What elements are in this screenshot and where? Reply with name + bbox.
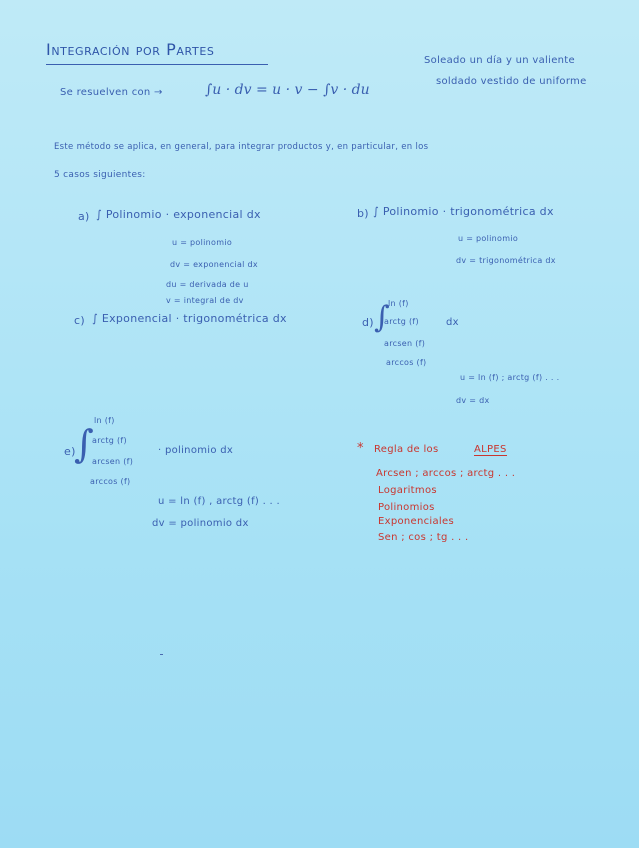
motto-line-2: soldado vestido de uniforme (436, 76, 587, 87)
case-e-func-3: arcsen (f) (92, 457, 134, 466)
parts-formula: ∫u · dv = u · v − ∫v · du (205, 82, 370, 98)
case-e-u: u = ln (f) , arctg (f) . . . (158, 496, 280, 507)
case-d-func-2: arctg (f) (384, 317, 419, 326)
case-a-dv: dv = exponencial dx (170, 260, 258, 269)
case-d-func-1: ln (f) (388, 299, 409, 308)
case-c-label: c) (74, 314, 85, 327)
formula-lead: Se resuelven con → (60, 87, 163, 98)
rule-heading-prefix: Regla de los (374, 444, 439, 455)
case-a-v: v = integral de dv (166, 296, 244, 305)
case-e-func-1: ln (f) (94, 416, 115, 425)
case-e-func-4: arccos (f) (90, 477, 131, 486)
motto-line-1: Soleado un día y un valiente (424, 55, 575, 66)
rule-item-logaritmos: Logaritmos (378, 485, 437, 496)
intro-line-1: Este método se aplica, en general, para integrar productos y, en particular, en los (54, 142, 429, 152)
rule-item-exponenciales: Exponenciales (378, 516, 454, 527)
case-d-dv: dv = dx (456, 396, 490, 405)
case-b-label: b) (357, 207, 369, 220)
case-e-multiplier: · polinomio dx (158, 445, 234, 456)
rule-item-arcsen: Arcsen ; arccos ; arctg . . . (376, 468, 516, 479)
case-e-dv: dv = polinomio dx (152, 518, 249, 529)
case-d-func-3: arcsen (f) (384, 339, 426, 348)
rule-item-trig: Sen ; cos ; tg . . . (378, 532, 469, 543)
star-icon: * (357, 441, 364, 456)
case-e-label: e) (64, 445, 76, 458)
case-a-u: u = polinomio (172, 238, 233, 247)
case-d-dx: dx (446, 317, 459, 328)
case-a-integral: ∫ Polinomio · exponencial dx (96, 208, 261, 221)
case-d-label: d) (362, 316, 374, 329)
integral-sign-d: ∫ (374, 300, 390, 335)
pen-mark (160, 654, 163, 655)
title-underline (46, 64, 268, 66)
case-b-u: u = polinomio (458, 234, 519, 243)
case-b-integral: ∫ Polinomio · trigonométrica dx (373, 205, 554, 218)
rule-item-polinomios: Polinomios (378, 502, 435, 513)
case-d-func-4: arccos (f) (386, 358, 427, 367)
intro-line-2: 5 casos siguientes: (54, 170, 146, 180)
case-a-label: a) (78, 210, 90, 223)
integral-sign-e: ∫ (74, 422, 94, 466)
rule-heading-word: ALPES (474, 444, 507, 455)
case-b-dv: dv = trigonométrica dx (456, 256, 556, 265)
case-c-integral: ∫ Exponencial · trigonométrica dx (92, 312, 287, 325)
page-title: Integración por Partes (46, 40, 215, 59)
case-a-du: du = derivada de u (166, 280, 249, 289)
case-d-u: u = ln (f) ; arctg (f) . . . (460, 373, 560, 382)
case-e-func-2: arctg (f) (92, 436, 127, 445)
